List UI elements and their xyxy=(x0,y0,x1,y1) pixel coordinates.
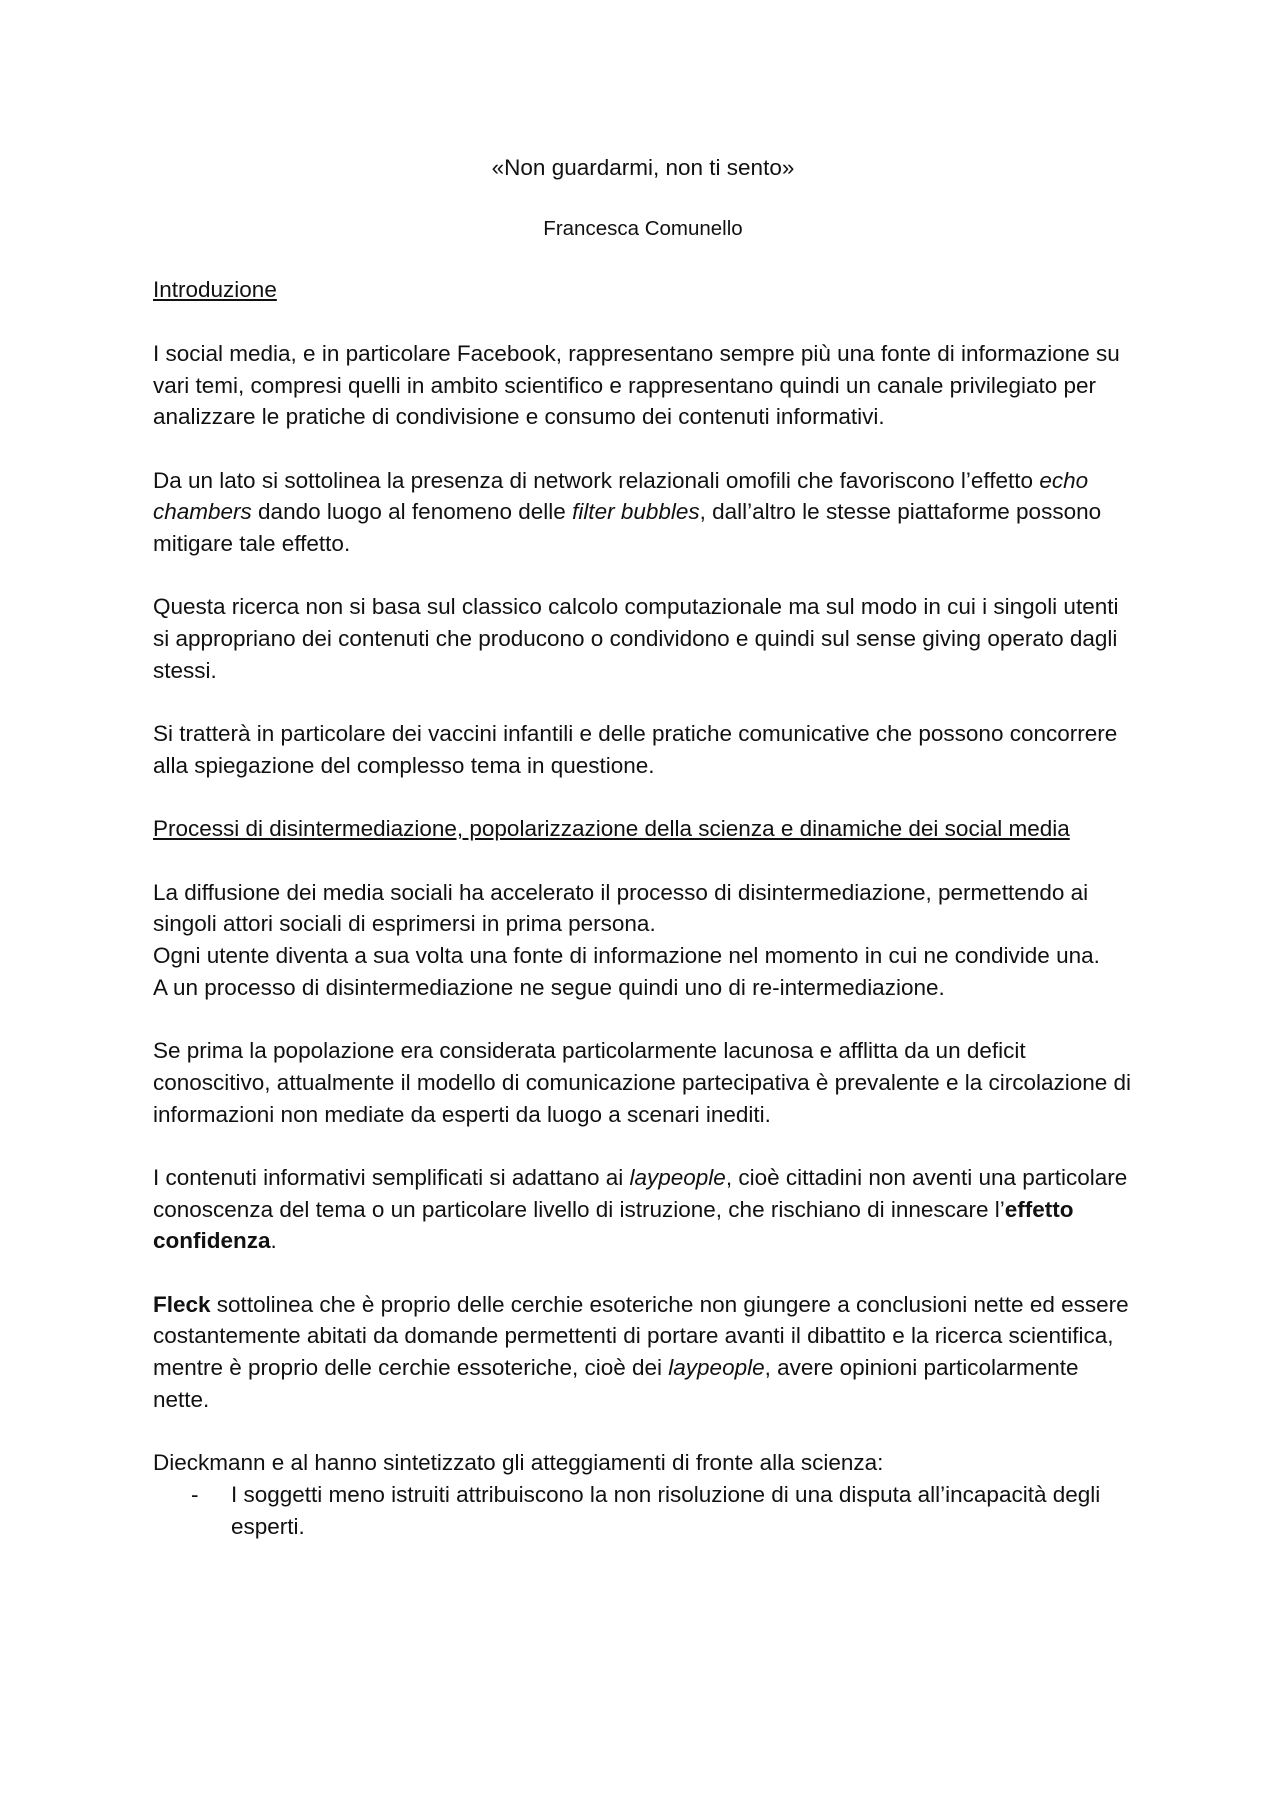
text-run: , cioè cittadini non aventi una particolare conoscenza del tema o un particolare livello di istruzione, che rischiano di innescare l’ xyxy=(153,1164,1128,1222)
paragraph: Se prima la popolazione era considerata particolarmente lacunosa e afflitta da un deficit conoscitivo, attualmente il modello di comunicazione partecipativa è prevalente e la circolazione di informazioni non mediate da esperti da luogo a scenari inediti. xyxy=(153,1038,1132,1127)
italic-term: laypeople xyxy=(629,1164,726,1190)
paragraph xyxy=(153,465,1133,560)
text-run: I contenuti informativi semplificati si adattano ai xyxy=(153,1164,630,1190)
paragraph-line: A un processo di disintermediazione ne segue quindi uno di re-intermediazione. xyxy=(153,974,945,1000)
paragraph-line: Ogni utente diventa a sua volta una fonte di informazione nel momento in cui ne condivide una. xyxy=(153,943,1100,969)
text-run: , dall’altro le stesse piattaforme possono mitigare tale effetto. xyxy=(153,499,1102,556)
list-bullet: - xyxy=(191,1481,199,1507)
paragraph: Dieckmann e al hanno sintetizzato gli atteggiamenti di fronte alla scienza: xyxy=(153,1450,884,1476)
paragraph: I social media, e in particolare Facebook, rappresentano sempre più una fonte di informazione su vari temi, compresi quelli in ambito scientifico e rappresentano quindi un canale privilegiato per analizzare le pratiche di condivisione e consumo dei contenuti informativi. xyxy=(153,340,1120,430)
paragraph-line: La diffusione dei media sociali ha accelerato il processo di disintermediazione, permettendo ai singoli attori sociali di esprimersi in prima persona. xyxy=(153,879,1089,937)
list-item-text: I soggetti meno istruiti attribuiscono la non risoluzione di una disputa all’incapacità degli esperti. xyxy=(231,1481,1101,1539)
italic-term: echo chambers xyxy=(153,467,1089,525)
italic-term: laypeople xyxy=(668,1355,765,1381)
text-run: Da un lato si sottolinea la presenza di network relazionali omofili che favoriscono l’effetto xyxy=(153,467,1040,493)
list-item xyxy=(153,1479,1133,1542)
italic-term: filter bubbles xyxy=(572,499,700,525)
paragraph: Si tratterà in particolare dei vaccini infantili e delle pratiche comunicative che possono concorrere alla spiegazione del complesso tema in questione. xyxy=(153,721,1118,778)
paragraph: Questa ricerca non si basa sul classico calcolo computazionale ma sul modo in cui i singoli utenti si appropriano dei contenuti che producono o condividono e quindi sul sense giving operato dagli stessi. xyxy=(153,594,1119,683)
document-author: Francesca Comunello xyxy=(543,216,743,240)
section-heading-processi: Processi di disintermediazione, popolarizzazione della scienza e dinamiche dei social media xyxy=(153,816,1070,842)
text-run: sottolinea che è proprio delle cerchie esoteriche non giungere a conclusioni nette ed essere costantemente abitati da domande permettenti di portare avanti il dibattito e la ricerca scientifica, mentre è proprio delle cerchie essoteriche, cioè dei xyxy=(153,1291,1129,1381)
text-run: , avere opinioni particolarmente nette. xyxy=(153,1355,1079,1412)
bold-term: effetto confidenza xyxy=(153,1196,1074,1254)
paragraph xyxy=(153,1289,1133,1416)
text-run: . xyxy=(270,1228,277,1254)
text-run: dando luogo al fenomeno delle xyxy=(251,499,573,525)
bold-term: Fleck xyxy=(153,1291,211,1317)
bullet-list xyxy=(153,1479,1133,1542)
document-body xyxy=(153,152,1133,1542)
section-heading-introduzione: Introduzione xyxy=(153,277,277,303)
document-title: «Non guardarmi, non ti sento» xyxy=(491,155,795,180)
paragraph xyxy=(153,1162,1133,1257)
